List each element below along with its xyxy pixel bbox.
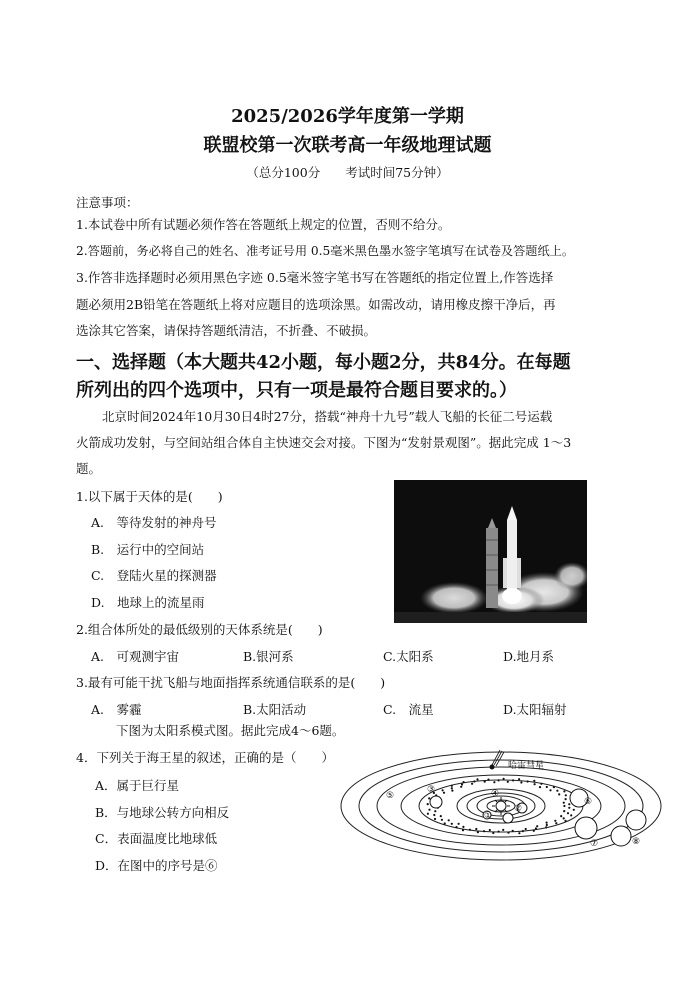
asteroid-dot xyxy=(539,786,541,788)
rocket-launch-image xyxy=(394,480,587,623)
asteroid-dot xyxy=(462,829,464,831)
asteroid-dot xyxy=(540,783,542,785)
asteroid-dot xyxy=(443,792,445,794)
asteroid-dot xyxy=(563,790,565,792)
exam-title-line2: 联盟校第一次联考高一年级地理试题 xyxy=(203,135,492,156)
asteroid-dot xyxy=(563,805,565,807)
asteroid-dot xyxy=(451,790,453,792)
asteroid-dot xyxy=(507,832,509,834)
asteroid-dot xyxy=(556,790,558,792)
asteroid-dot xyxy=(473,780,475,782)
asteroid-dot xyxy=(565,794,567,796)
asteroid-dot xyxy=(471,783,473,785)
question-2-option-b: B.银河系 xyxy=(243,649,294,664)
asteroid-dot xyxy=(563,817,565,819)
question-1-stem: 1.以下属于天体的是( ) xyxy=(76,489,223,504)
asteroid-dot xyxy=(564,820,566,822)
asteroid-dot xyxy=(573,809,575,811)
asteroid-dot xyxy=(434,818,436,820)
asteroid-dot xyxy=(444,822,446,824)
asteroid-dot xyxy=(498,831,500,833)
asteroid-dot xyxy=(534,783,536,785)
asteroid-dot xyxy=(512,830,514,832)
asteroid-dot xyxy=(549,789,551,791)
comet-label: 哈雷彗星 xyxy=(508,761,545,771)
planet-number-7: ⑦ xyxy=(590,839,599,849)
question-4-option-b: B．与地球公转方向相反 xyxy=(95,805,230,820)
question-2-option-a: A. 可观测宇宙 xyxy=(91,649,180,664)
planet-number-3: ③ xyxy=(427,785,436,795)
asteroid-dot xyxy=(518,832,520,834)
asteroid-dot xyxy=(434,810,436,812)
asteroid-dot xyxy=(451,787,453,789)
notice-heading: 注意事项： xyxy=(76,195,139,210)
exam-subtitle: （总分100分 考试时间75分钟） xyxy=(246,165,449,180)
asteroid-dot xyxy=(527,780,529,782)
question-4-stem: 4．下列关于海王星的叙述，正确的是（ ） xyxy=(76,750,334,765)
question-2-option-d: D.地月系 xyxy=(503,649,555,664)
asteroid-dot xyxy=(461,783,463,785)
passage-1-line1: 北京时间2024年10月30日4时27分，搭载“神舟十九号”载人飞船的长征二号运载 xyxy=(102,409,553,424)
solar-system-svg xyxy=(336,748,666,868)
asteroid-dot xyxy=(463,781,465,783)
asteroid-dot xyxy=(546,822,548,824)
planet-number-6: ⑥ xyxy=(584,797,593,807)
asteroid-dot xyxy=(483,830,485,832)
asteroid-dot xyxy=(428,809,430,811)
asteroid-dot xyxy=(433,814,435,816)
asteroid-dot xyxy=(563,802,565,804)
planet-number-2: ② xyxy=(514,804,523,814)
asteroid-dot xyxy=(427,803,429,805)
asteroid-dot xyxy=(477,831,479,833)
asteroid-dot xyxy=(546,824,548,826)
asteroid-dot xyxy=(484,781,486,783)
asteroid-dot xyxy=(442,789,444,791)
question-2-stem: 2.组合体所处的最低级别的天体系统是( ) xyxy=(76,622,323,637)
sun-icon xyxy=(492,797,510,815)
asteroid-dot xyxy=(553,786,555,788)
asteroid-dot xyxy=(545,826,547,828)
asteroid-dot xyxy=(522,830,524,832)
solar-system-diagram xyxy=(336,748,666,868)
question-1-option-d: D. 地球上的流星雨 xyxy=(91,595,205,610)
section-1-heading-line1: 一、选择题（本大题共42小题，每小题2分，共84分。在每题 xyxy=(76,352,571,373)
passage-2-line1: 下图为太阳系模式图。据此完成4～6题。 xyxy=(116,723,345,738)
asteroid-dot xyxy=(441,819,443,821)
asteroid-dot xyxy=(560,815,562,817)
asteroid-dot xyxy=(518,778,520,780)
asteroid-dot xyxy=(489,829,491,831)
asteroid-dot xyxy=(512,779,514,781)
asteroid-dot xyxy=(455,826,457,828)
asteroid-dot xyxy=(503,778,505,780)
question-2-option-c: C.太阳系 xyxy=(383,649,434,664)
asteroid-dot xyxy=(565,798,567,800)
asteroid-dot xyxy=(440,815,442,817)
asteroid-dot xyxy=(546,786,548,788)
asteroid-dot xyxy=(462,826,464,828)
asteroid-dot xyxy=(451,823,453,825)
rocket-launch-photo xyxy=(394,480,587,623)
question-4-option-a: A．属于巨行星 xyxy=(95,778,180,793)
passage-1-line3: 题。 xyxy=(76,461,102,476)
asteroid-dot xyxy=(487,779,489,781)
asteroid-dot xyxy=(570,814,572,816)
section-1-heading-line2: 所列出的四个选项中，只有一项是最符合题目要求的。） xyxy=(76,380,517,401)
asteroid-dot xyxy=(427,813,429,815)
asteroid-dot xyxy=(460,786,462,788)
asteroid-dot xyxy=(535,827,537,829)
notice-item-1: 1.本试卷中所有试题必须作答在答题纸上规定的位置，否则不给分。 xyxy=(76,217,451,232)
question-3-option-a: A. 雾霾 xyxy=(91,702,142,717)
asteroid-dot xyxy=(567,812,569,814)
planet-number-5: ⑤ xyxy=(386,791,395,801)
asteroid-dot xyxy=(525,828,527,830)
asteroid-dot xyxy=(458,823,460,825)
question-1-option-a: A. 等待发射的神舟号 xyxy=(91,515,217,530)
exam-title-line1: 2025/2026学年度第一学期 xyxy=(231,106,464,127)
notice-item-3-line3: 选涂其它答案，请保持答题纸清洁，不折叠、不破损。 xyxy=(76,323,377,338)
asteroid-dot xyxy=(536,825,538,827)
asteroid-dot xyxy=(568,807,570,809)
planet-number-4: ④ xyxy=(491,789,500,799)
asteroid-dot xyxy=(475,828,477,830)
planet-number-1: ① xyxy=(484,811,493,821)
asteroid-dot xyxy=(563,810,565,812)
notice-item-3-line1: 3.作答非选择题时必须用黑色字迹 0.5毫米签字笔书写在答题纸的指定位置上,作答选择 xyxy=(76,270,554,285)
asteroid-dot xyxy=(533,780,535,782)
asteroid-dot xyxy=(502,829,504,831)
question-1-option-c: C. 登陆火星的探测器 xyxy=(91,568,217,583)
asteroid-dot xyxy=(451,785,453,787)
asteroid-dot xyxy=(555,822,557,824)
question-1-option-b: B. 运行中的空间站 xyxy=(91,542,205,557)
asteroid-dot xyxy=(533,830,535,832)
question-3-option-d: D.太阳辐射 xyxy=(503,702,567,717)
asteroid-dot xyxy=(568,803,570,805)
asteroid-dot xyxy=(493,781,495,783)
asteroid-dot xyxy=(476,778,478,780)
asteroid-dot xyxy=(428,797,430,799)
asteroid-dot xyxy=(498,779,500,781)
asteroid-dot xyxy=(554,820,556,822)
question-3-option-c: C. 流星 xyxy=(383,702,434,717)
asteroid-dot xyxy=(507,781,509,783)
asteroid-dot xyxy=(492,832,494,834)
asteroid-dot xyxy=(469,829,471,831)
planet-number-8: ⑧ xyxy=(632,837,641,847)
question-3-stem: 3.最有可能干扰飞船与地面指挥系统通信联系的是( ) xyxy=(76,675,386,690)
notice-item-3-line2: 题必须用2B铅笔在答题纸上将对应题目的选项涂黑。如需改动，请用橡皮擦干净后，再 xyxy=(76,297,556,312)
question-4-option-c: C．表面温度比地球低 xyxy=(95,831,218,846)
passage-1-line2: 火箭成功发射，与空间站组合体自主快速交会对接。下图为“发射景观图”。据此完成 1～3 xyxy=(76,435,572,450)
asteroid-dot xyxy=(520,781,522,783)
asteroid-dot xyxy=(448,819,450,821)
question-3-option-b: B.太阳活动 xyxy=(243,702,307,717)
asteroid-dot xyxy=(558,793,560,795)
question-4-option-d: D．在图中的序号是⑥ xyxy=(95,858,218,873)
notice-item-2: 2.答题前，务必将自己的姓名、准考证号用 0.5毫米黑色墨水签字笔填写在试卷及答题纸上。 xyxy=(76,244,575,258)
